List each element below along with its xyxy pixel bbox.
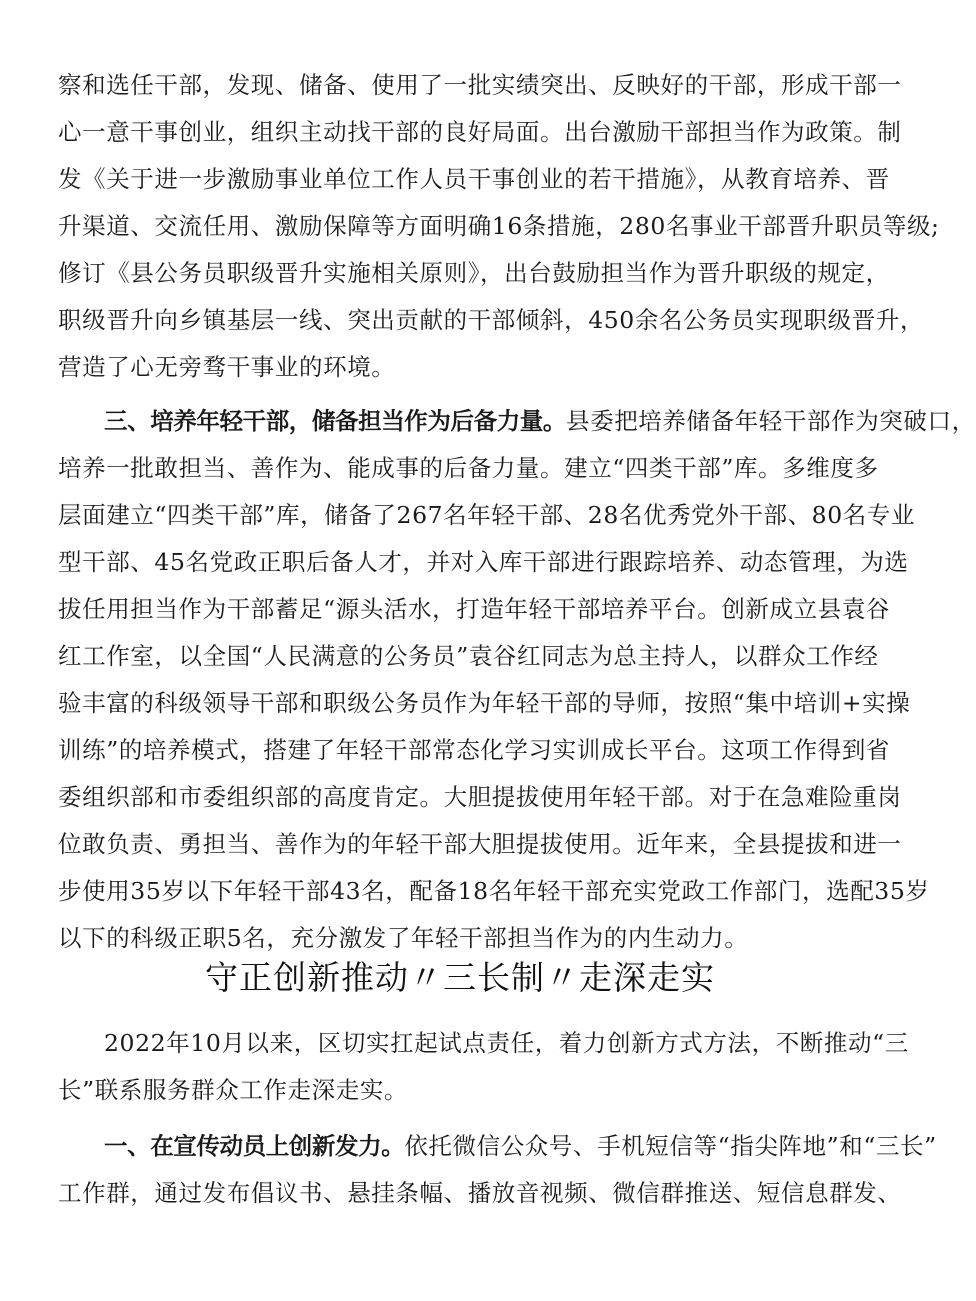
paragraph-line: 以下的科级正职5名，充分激发了年轻干部担当作为的内生动力。 [58,924,749,952]
paragraph-text: 依托微信公众号、手机短信等“指尖阵地”和“三长” [404,1132,937,1160]
paragraph-text: 县委把培养储备年轻干部作为突破口， [566,407,976,435]
paragraph-line: 营造了心无旁骛干事业的环境。 [58,353,396,381]
paragraph-line: 发《关于进一步激励事业单位工作人员干事创业的若干措施》，从教育培养、晋 [58,165,890,193]
section-lead-heading: 一、在宣传动员上创新发力。 [104,1132,405,1160]
paragraph-line: 升渠道、交流任用、激励保障等方面明确16条措施，280名事业干部晋升职员等级; [58,212,940,240]
paragraph-line: 委组织部和市委组织部的高度肯定。大胆提拔使用年轻干部。对于在急难险重岗 [58,783,902,811]
paragraph-line: 心一意干事创业，组织主动找干部的良好局面。出台激励干部担当作为政策。制 [58,118,902,146]
section-lead-heading: 三、培养年轻干部，储备担当作为后备力量。 [104,407,566,435]
paragraph-line: 察和选任干部，发现、储备、使用了一批实绩突出、反映好的干部，形成干部一 [58,71,902,99]
paragraph-first-line: 2022年10月以来，区切实扛起试点责任，着力创新方式方法，不断推动“三 [104,1029,909,1057]
paragraph-line: 红工作室，以全国“人民满意的公务员”袁谷红同志为总主持人，以群众工作经 [58,642,879,670]
paragraph-line: 职级晋升向乡镇基层一线、突出贡献的干部倾斜，450余名公务员实现职级晋升， [58,306,925,334]
paragraph-first-line [104,406,976,436]
paragraph-line: 培养一批敢担当、善作为、能成事的后备力量。建立“四类干部”库。多维度多 [58,454,879,482]
paragraph-line: 层面建立“四类干部”库，储备了267名年轻干部、28名优秀党外干部、80名专业 [58,501,916,529]
paragraph-line: 步使用35岁以下年轻干部43名，配备18名年轻干部充实党政工作部门，选配35岁 [58,877,930,905]
section-title: 守正创新推动〃三长制〃走深走实 [205,958,715,997]
paragraph-line: 型干部、45名党政正职后备人才，并对入库干部进行跟踪培养、动态管理，为选 [58,548,909,576]
paragraph-line: 训练”的培养模式，搭建了年轻干部常态化学习实训成长平台。这项工作得到省 [58,736,891,764]
paragraph-line: 验丰富的科级领导干部和职级公务员作为年轻干部的导师，按照“集中培训+实操 [58,689,911,717]
paragraph-line: 工作群，通过发布倡议书、悬挂条幅、播放音视频、微信群推送、短信息群发、 [58,1179,902,1207]
paragraph-line: 修订《县公务员职级晋升实施相关原则》，出台鼓励担当作为晋升职级的规定， [58,259,890,287]
paragraph-line: 拔任用担当作为干部蓄足“源头活水，打造年轻干部培养平台。创新成立县袁谷 [58,595,891,623]
paragraph-line: 长”联系服务群众工作走深走实。 [58,1076,409,1104]
paragraph-line: 位敢负责、勇担当、善作为的年轻干部大胆提拔使用。近年来，全县提拔和进一 [58,830,902,858]
paragraph-first-line [104,1131,937,1161]
